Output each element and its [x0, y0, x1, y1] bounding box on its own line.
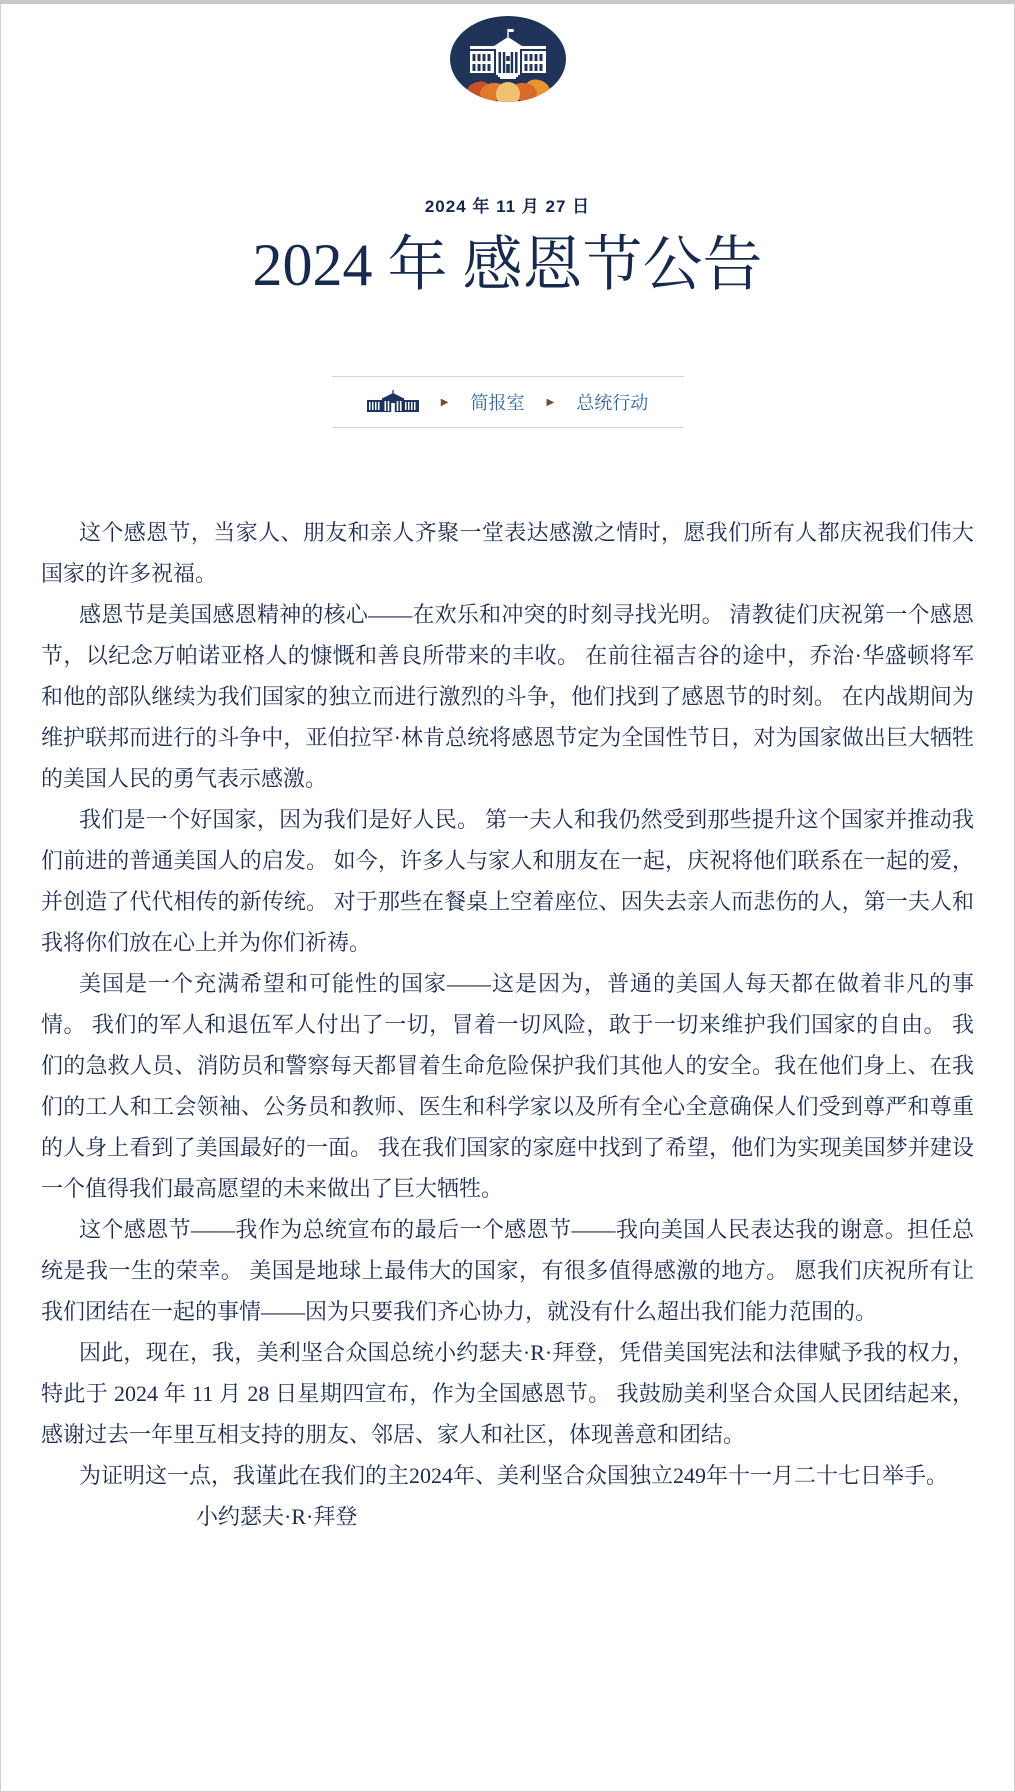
body-paragraph: 因此，现在，我，美利坚合众国总统小约瑟夫·R·拜登，凭借美国宪法和法律赋予我的权力，特此于 2024 年 11 月 28 日星期四宣布，作为全国感恩节。 我鼓励美利坚合众国人民团结起来，感谢过去一年里互相支持的朋友、邻居、家人和社区，体现善意和团结。 — [41, 1340, 974, 1447]
breadcrumb — [332, 389, 684, 415]
page-title: 2024 年 感恩节公告 — [252, 232, 763, 298]
body-paragraph: 这个感恩节，当家人、朋友和亲人齐聚一堂表达感激之情时，愿我们所有人都庆祝我们伟大国家的许多祝福。 — [41, 520, 974, 586]
body-paragraph: 美国是一个充满希望和可能性的国家——这是因为，普通的美国人每天都在做着非凡的事情。 我们的军人和退伍军人付出了一切，冒着一切风险，敢于一切来维护我们国家的自由。 我们的急救人员、消防员和警察每天都冒着生命危险保护我们其他人的安全。我在他们身上、在我们的工人和工会领袖、公务员和教师、医生和科学家以及所有全心全意确保人们受到尊严和尊重的人身上看到了美国最好的一面。 我在我们国家的家庭中找到了希望，他们为实现美国梦并建设一个值得我们最高愿望的未来做出了巨大牺牲。 — [41, 971, 974, 1201]
body-paragraph: 感恩节是美国感恩精神的核心——在欢乐和冲突的时刻寻找光明。 清教徒们庆祝第一个感恩节，以纪念万帕诺亚格人的慷慨和善良所带来的丰收。 在前往福吉谷的途中，乔治·华盛顿将军和他的部队继续为我们国家的独立而进行激烈的斗争，他们找到了感恩节的时刻。 在内战期间为维护联邦而进行的斗争中，亚伯拉罕·林肯总统将感恩节定为全国性节日，对为国家做出巨大牺牲的美国人民的勇气表示感激。 — [41, 602, 974, 791]
whitehouse-icon[interactable] — [367, 390, 419, 414]
breadcrumb-block — [332, 376, 684, 428]
breadcrumb-link-briefing-room[interactable]: 简报室 — [470, 393, 525, 413]
breadcrumb-link-presidential-actions[interactable]: 总统行动 — [576, 393, 649, 413]
body-paragraph: 我们是一个好国家，因为我们是好人民。 第一夫人和我仍然受到那些提升这个国家并推动我们前进的普通美国人的启发。 如今，许多人与家人和朋友在一起，庆祝将他们联系在一起的爱，并创造了代代相传的新传统。 对于那些在餐桌上空着座位、因失去亲人而悲伤的人，第一夫人和我将你们放在心上并为你们祈祷。 — [41, 807, 974, 955]
whitehouse-thanksgiving-logo-icon[interactable] — [450, 16, 566, 102]
breadcrumb-arrow-icon: ▶ — [440, 397, 449, 408]
body-paragraph: 这个感恩节——我作为总统宣布的最后一个感恩节——我向美国人民表达我的谢意。担任总统是我一生的荣幸。 美国是地球上最伟大的国家，有很多值得感激的地方。 愿我们庆祝所有让我们团结在一起的事情——因为只要我们齐心协力，就没有什么超出我们能力范围的。 — [41, 1217, 974, 1324]
breadcrumb-arrow-icon: ▶ — [546, 397, 555, 408]
article-date: 2024 年 11 月 27 日 — [424, 197, 591, 216]
signature: 小约瑟夫·R·拜登 — [196, 1504, 358, 1529]
article-body — [1, 512, 1014, 1537]
body-paragraph: 为证明这一点，我谨此在我们的主2024年、美利坚合众国独立249年十一月二十七日举手。 — [79, 1463, 949, 1488]
whitehouse-logo-svg — [450, 16, 566, 102]
